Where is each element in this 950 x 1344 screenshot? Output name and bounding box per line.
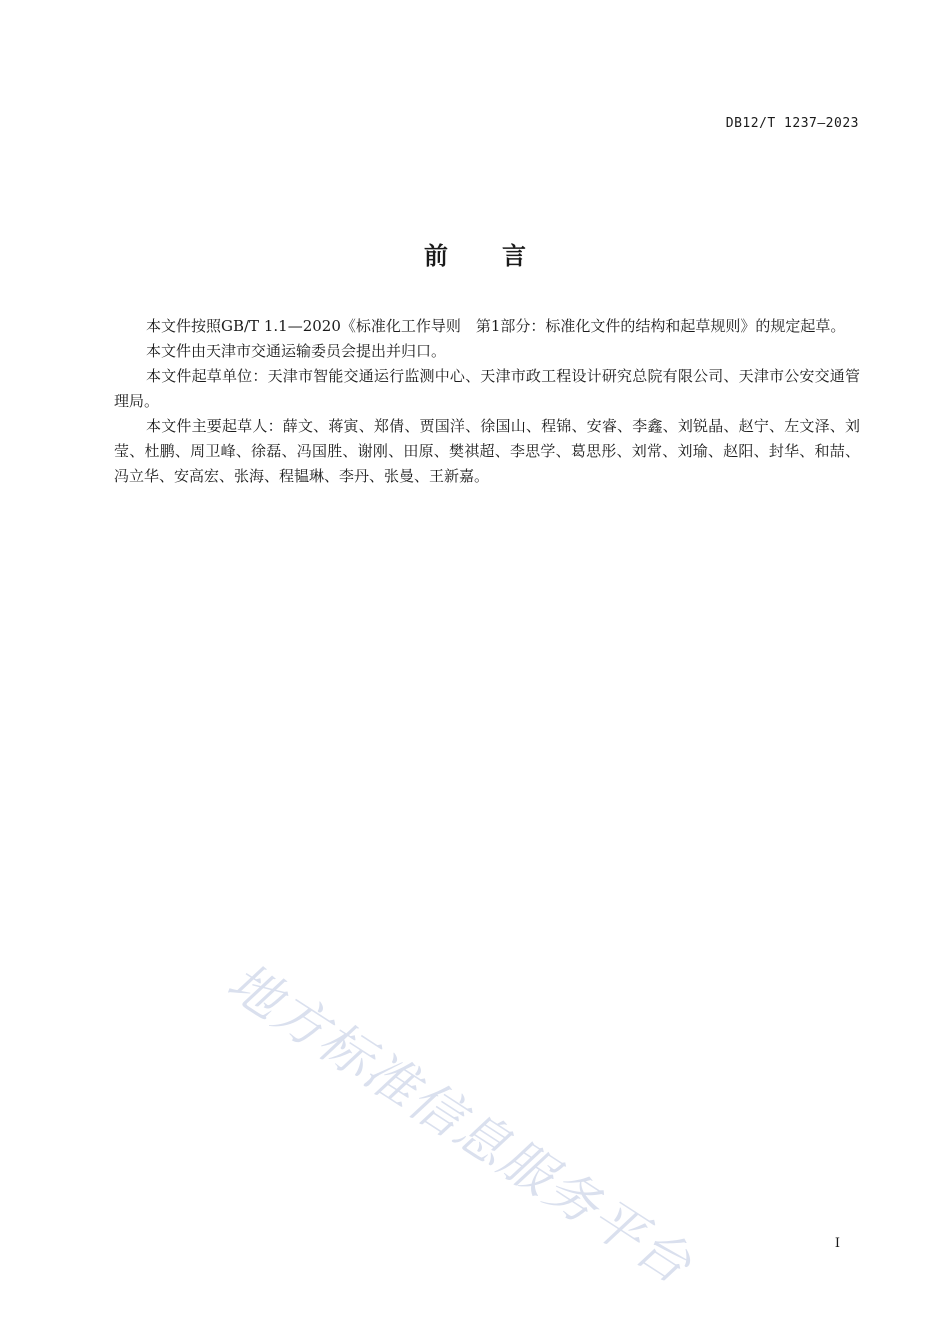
- page-number: I: [834, 1236, 840, 1251]
- document-code: DB12/T 1237—2023: [725, 116, 859, 131]
- watermark: 地方标准信息服务平台: [216, 951, 703, 1297]
- paragraph-proposer: 本文件由天津市交通运输委员会提出并归口。: [146, 342, 447, 360]
- foreword-body: [114, 314, 860, 489]
- paragraph-drafting-units: 本文件起草单位：天津市智能交通运行监测中心、天津市政工程设计研究总院有限公司、天津市公安交通管理局。: [114, 367, 860, 410]
- paragraph-drafters: 本文件主要起草人：薛文、蒋寅、郑倩、贾国洋、徐国山、程锦、安睿、李鑫、刘锐晶、赵宁、左文泽、刘莹、杜鹏、周卫峰、徐磊、冯国胜、谢刚、田原、樊祺超、李思学、葛思彤、刘常、刘瑜、赵阳、封华、和喆、冯立华、安高宏、张海、程韫琳、李丹、张曼、王新嘉。: [114, 417, 860, 485]
- paragraph-drafting-rules: 本文件按照GB/T 1.1—2020《标准化工作导则 第1部分：标准化文件的结构和起草规则》的规定起草。: [146, 317, 846, 335]
- page-title: 前言: [424, 242, 580, 270]
